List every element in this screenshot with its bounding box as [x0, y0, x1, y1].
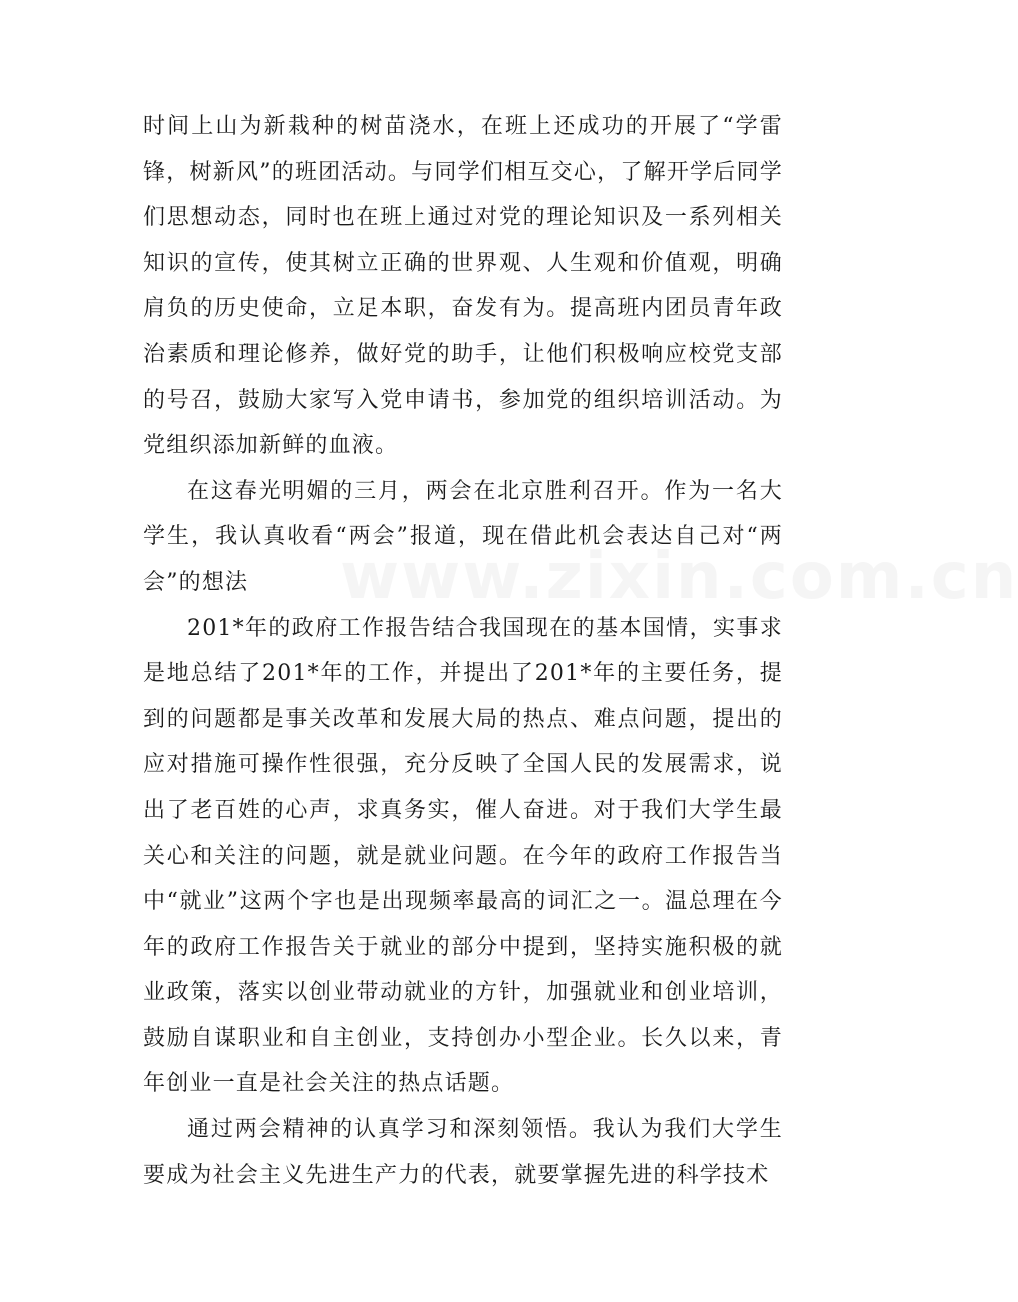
paragraph-continued: 时间上山为新栽种的树苗浇水，在班上还成功的开展了“学雷锋，树新风”的班团活动。与同学们相互交心，了解开学后同学们思想动态，同时也在班上通过对党的理论知识及一系列相关知识的宣传，使其树立正确的世界观、人生观和价值观，明确肩负的历史使命，立足本职，奋发有为。提高班内团员青年政治素质和理论修养，做好党的助手，让他们积极响应校党支部的号召，鼓励大家写入党申请书，参加党的组织培训活动。为党组织添加新鲜的血液。 — [143, 114, 783, 459]
paragraph-government-report: 201*年的政府工作报告结合我国现在的基本国情，实事求是地总结了201*年的工作，并提出了201*年的主要任务，提到的问题都是事关改革和发展大局的热点、难点问题，提出的应对措施可操作性很强，充分反映了全国人民的发展需求，说出了老百姓的心声，求真务实，催人奋进。对于我们大学生最关心和关注的问题，就是就业问题。在今年的政府工作报告当中“就业”这两个字也是出现频率最高的词汇之一。温总理在今年的政府工作报告关于就业的部分中提到，坚持实施积极的就业政策，落实以创业带动就业的方针，加强就业和创业培训，鼓励自谋职业和自主创业，支持创办小型企业。长久以来，青年创业一直是社会关注的热点话题。 — [143, 615, 783, 1097]
watermark: www.zixin.com.cn — [340, 540, 1018, 614]
paragraph-study-reflection: 通过两会精神的认真学习和深刻领悟。我认为我们大学生要成为社会主义先进生产力的代表，就要掌握先进的科学技术 — [143, 1117, 783, 1188]
document-body — [143, 104, 1018, 1198]
paragraph-two-sessions-intro: 在这春光明媚的三月，两会在北京胜利召开。作为一名大学生，我认真收看“两会”报道，现在借此机会表达自己对“两会”的想法 — [143, 478, 783, 595]
